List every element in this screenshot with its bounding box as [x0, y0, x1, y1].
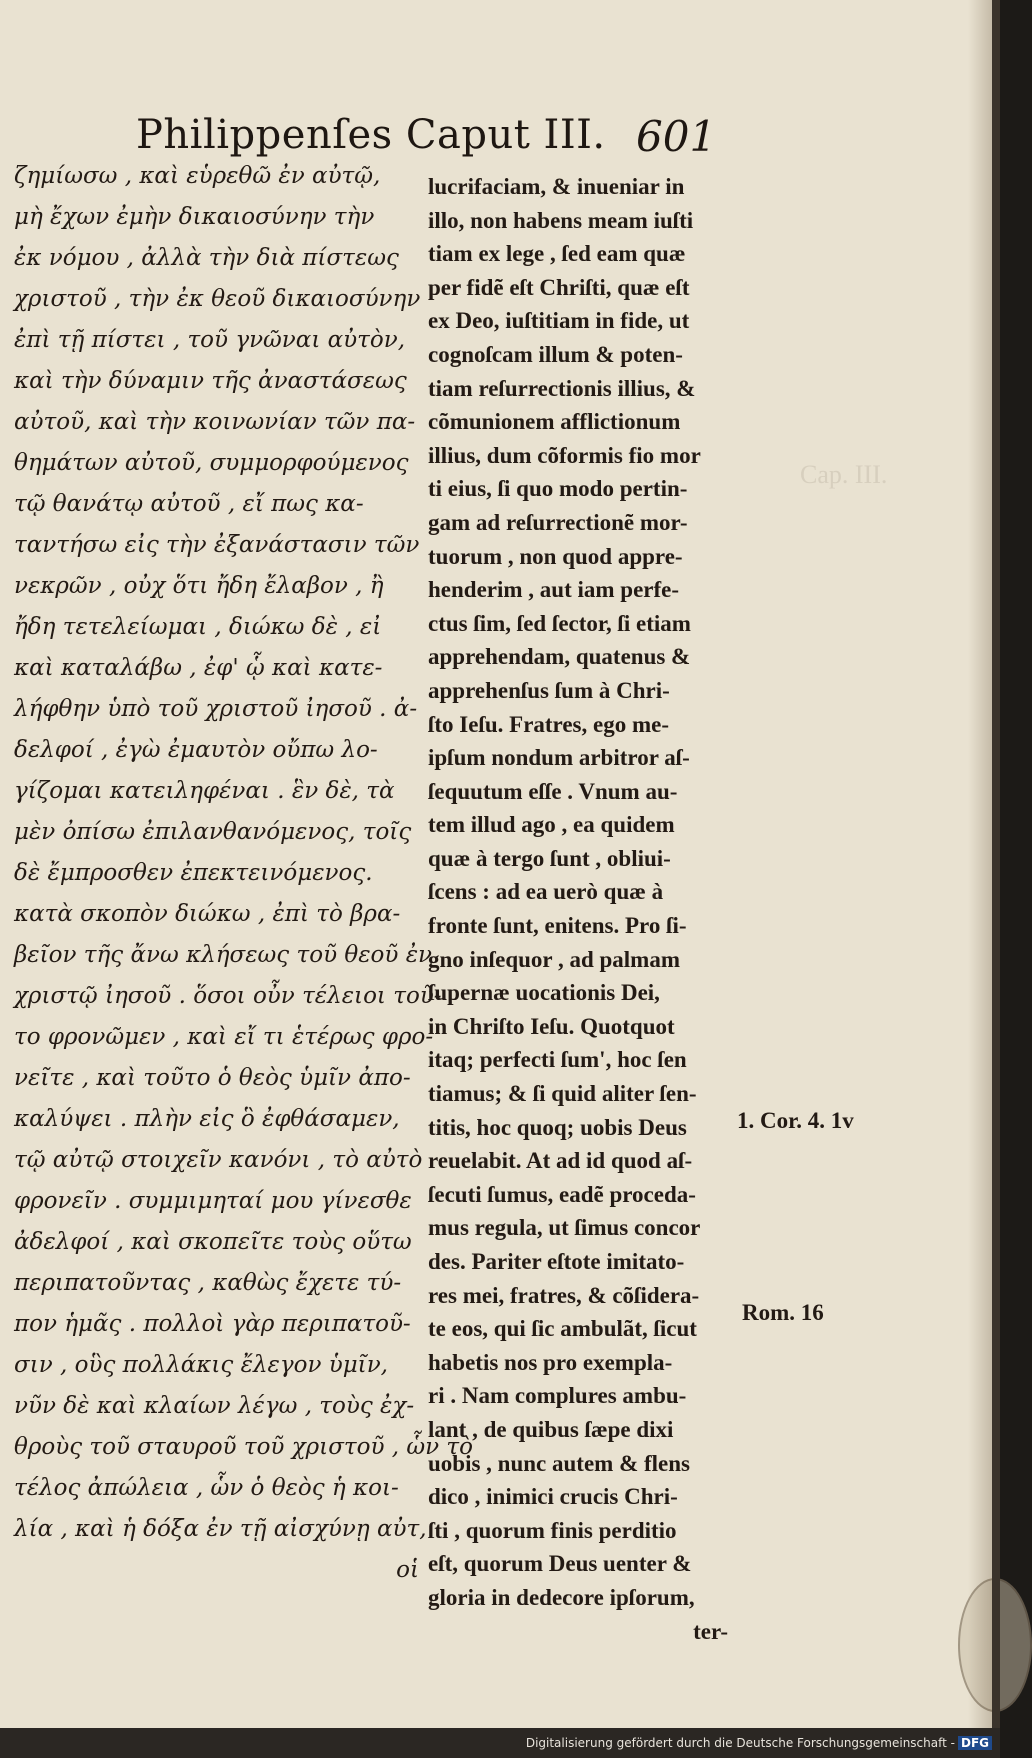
latin-line: tiam reſurrectionis illius, &	[428, 375, 696, 401]
greek-line: μὴ ἔχων ἐμὴν δικαιοσύνην τὴν	[14, 204, 375, 230]
greek-line: σιν , οὓς πολλάκις ἔλεγον ὑμῖν,	[14, 1352, 388, 1378]
latin-line: illo, non habens meam iuſti	[428, 207, 694, 233]
latin-line: ſto Ieſu. Fratres, ego me-	[428, 711, 669, 737]
greek-text-column	[14, 156, 474, 1591]
ink-bleed-through: Cap. III.	[800, 460, 888, 489]
dfg-credit-text: Digitalisierung gefördert durch die Deutsche Forschungsgemeinschaft -	[525, 1736, 955, 1750]
greek-line: λία , καὶ ἡ δόξα ἐν τῇ αἰσχύνῃ αὐτ,	[14, 1516, 427, 1542]
latin-line: cognoſcam illum & poten-	[428, 341, 683, 367]
latin-line: lant , de quibus ſæpe dixi	[428, 1416, 674, 1442]
latin-line: eſt, quorum Deus uenter &	[428, 1551, 692, 1577]
latin-line: illius, dum cõformis fio mor	[428, 442, 701, 468]
scan-edge-strip	[992, 0, 1000, 1728]
latin-line: dico , inimici crucis Chri-	[428, 1484, 678, 1510]
latin-line: titis, hoc quoq; uobis Deus	[428, 1114, 687, 1140]
latin-line: ex Deo, iuſtitiam in fide, ut	[428, 308, 690, 334]
latin-line: tiam ex lege , ſed eam quæ	[428, 241, 686, 267]
greek-line: ταντήσω εἰς τὴν ἐξανάστασιν τῶν	[14, 532, 420, 558]
latin-text-column	[428, 170, 728, 1648]
greek-line: δελφοί , ἐγὼ ἐμαυτὸν οὔπω λο-	[14, 737, 378, 763]
latin-line: ſecuti ſumus, eadẽ proceda-	[428, 1181, 696, 1207]
latin-line: ti eius, ſi quo modo pertin-	[428, 476, 688, 502]
greek-line: θροὺς τοῦ σταυροῦ τοῦ χριστοῦ , ὧν τὸ	[14, 1434, 474, 1460]
latin-line: res mei, fratres, & cõſidera-	[428, 1282, 700, 1308]
latin-line: apprehenſus ſum à Chri-	[428, 677, 670, 703]
greek-line: κατὰ σκοπὸν διώκω , ἐπὶ τὸ βρα-	[14, 901, 401, 927]
greek-catchword: οἱ	[396, 1557, 419, 1583]
latin-line: des. Pariter eſtote imitato-	[428, 1249, 685, 1274]
latin-line: quæ à tergo ſunt , obliui-	[428, 845, 671, 871]
greek-line: αὐτοῦ, καὶ τὴν κοινωνίαν τῶν πα-	[14, 409, 416, 435]
greek-line: μὲν ὀπίσω ἐπιλανθανόμενος, τοῖς	[14, 819, 412, 845]
dfg-credit	[526, 1736, 992, 1750]
greek-line: χριστοῦ , τὴν ἐκ θεοῦ δικαιοσύνην	[14, 286, 421, 312]
greek-line: καὶ τὴν δύναμιν τῆς ἀναστάσεως	[14, 368, 407, 394]
latin-line: tem illud ago , ea quidem	[428, 812, 675, 838]
latin-line: per fidẽ eſt Chriſti, quæ eſt	[428, 274, 690, 300]
latin-line: lucrifaciam, & inueniar in	[428, 174, 685, 199]
latin-line: reuelabit. At ad id quod aſ-	[428, 1148, 693, 1174]
latin-catchword: ter-	[693, 1618, 728, 1644]
latin-line: ctus ſim, ſed ſector, ſi etiam	[428, 610, 691, 636]
greek-line: καὶ καταλάβω , ἐφ' ᾧ καὶ κατε-	[14, 655, 383, 681]
greek-line: το φρονῶμεν , καὶ εἴ τι ἑτέρως φρο-	[14, 1024, 434, 1050]
greek-line: πον ἡμᾶς . πολλοὶ γὰρ περιπατοῦ-	[14, 1311, 411, 1337]
greek-line: ἀδελφοί , καὶ σκοπεῖτε τοὺς οὕτω	[14, 1229, 412, 1255]
greek-line: δὲ ἔμπροσθεν ἐπεκτεινόμενος.	[14, 860, 373, 886]
margin-note-romans: Rom. 16	[742, 1300, 824, 1325]
latin-line: tuorum , non quod appre-	[428, 543, 683, 569]
greek-line: φρονεῖν . συμμιμηταί μου γίνεσθε	[14, 1188, 412, 1214]
greek-line: νῦν δὲ καὶ κλαίων λέγω , τοὺς ἐχ-	[14, 1393, 415, 1419]
latin-line: ipſum nondum arbitror aſ-	[428, 745, 690, 771]
latin-line: ſequutum eſſe . Vnum au-	[428, 778, 678, 804]
latin-line: mus regula, ut ſimus concor	[428, 1215, 701, 1241]
greek-line: χριστῷ ἰησοῦ . ὅσοι οὖν τέλειοι τοῦ-	[14, 983, 442, 1009]
greek-line: γίζομαι κατειληφέναι . ἓν δὲ, τὰ	[14, 778, 395, 804]
greek-line: τέλος ἀπώλεια , ὧν ὁ θεὸς ἡ κοι-	[14, 1475, 399, 1501]
greek-line: ἤδη τετελείωμαι , διώκω δὲ , εἰ	[14, 614, 382, 640]
latin-line: apprehendam, quatenus &	[428, 644, 691, 670]
latin-line: henderim , aut iam perfe-	[428, 577, 680, 603]
greek-line: τῷ θανάτῳ αὐτοῦ , εἴ πως κα-	[14, 491, 364, 517]
greek-line: ἐκ νόμου , ἀλλὰ τὴν διὰ πίστεως	[14, 245, 399, 271]
latin-line: ſti , quorum finis perditio	[428, 1517, 677, 1543]
latin-line: te eos, qui ſic ambulãt, ſicut	[428, 1316, 697, 1342]
latin-line: ri . Nam complures ambu-	[428, 1383, 687, 1409]
latin-line: cõmunionem afflictionum	[428, 409, 681, 435]
greek-line: λήφθην ὑπὸ τοῦ χριστοῦ ἰησοῦ . ἀ-	[14, 696, 418, 722]
latin-line: fronte ſunt, enitens. Pro ſi-	[428, 913, 687, 939]
latin-line: itaq; perfecti ſum', hoc ſen	[428, 1047, 687, 1073]
dfg-logo: DFG	[958, 1736, 992, 1750]
running-title: Philippenſes Caput III.	[136, 112, 606, 158]
greek-line: βεῖον τῆς ἄνω κλήσεως τοῦ θεοῦ ἐν	[14, 942, 433, 968]
latin-line: gloria in dedecore ipſorum,	[428, 1584, 695, 1610]
latin-line: ſcens : ad ea uerò quæ à	[428, 879, 664, 905]
latin-line: tiamus; & ſi quid aliter ſen-	[428, 1081, 697, 1107]
latin-line: gno inſequor , ad palmam	[428, 946, 680, 972]
latin-line: ſupernæ uocationis Dei,	[428, 980, 660, 1006]
greek-line: περιπατοῦντας , καθὼς ἔχετε τύ-	[14, 1270, 402, 1296]
greek-line: θημάτων αὐτοῦ, συμμορφούμενος	[14, 450, 409, 476]
latin-line: gam ad reſurrectionẽ mor-	[428, 509, 688, 535]
latin-line: uobis , nunc autem & flens	[428, 1450, 690, 1476]
page-number: 601	[636, 112, 717, 161]
margin-note-1-corinthians: 1. Cor. 4. 1v	[737, 1108, 854, 1133]
latin-line: in Chriſto Ieſu. Quotquot	[428, 1013, 675, 1039]
greek-line: νεῖτε , καὶ τοῦτο ὁ θεὸς ὑμῖν ἀπο-	[14, 1065, 411, 1091]
greek-line: ζημίωσω , καὶ εὑρεθῶ ἐν αὐτῷ,	[14, 163, 381, 189]
greek-line: νεκρῶν , οὐχ ὅτι ἤδη ἔλαβον , ἢ	[14, 573, 384, 599]
latin-line: habetis nos pro exempla-	[428, 1349, 673, 1375]
greek-line: τῷ αὐτῷ στοιχεῖν κανόνι , τὸ αὐτὸ	[14, 1147, 423, 1173]
greek-line: ἐπὶ τῇ πίστει , τοῦ γνῶναι αὐτὸν,	[14, 327, 406, 353]
greek-line: καλύψει . πλὴν εἰς ὃ ἐφθάσαμεν,	[14, 1106, 400, 1132]
